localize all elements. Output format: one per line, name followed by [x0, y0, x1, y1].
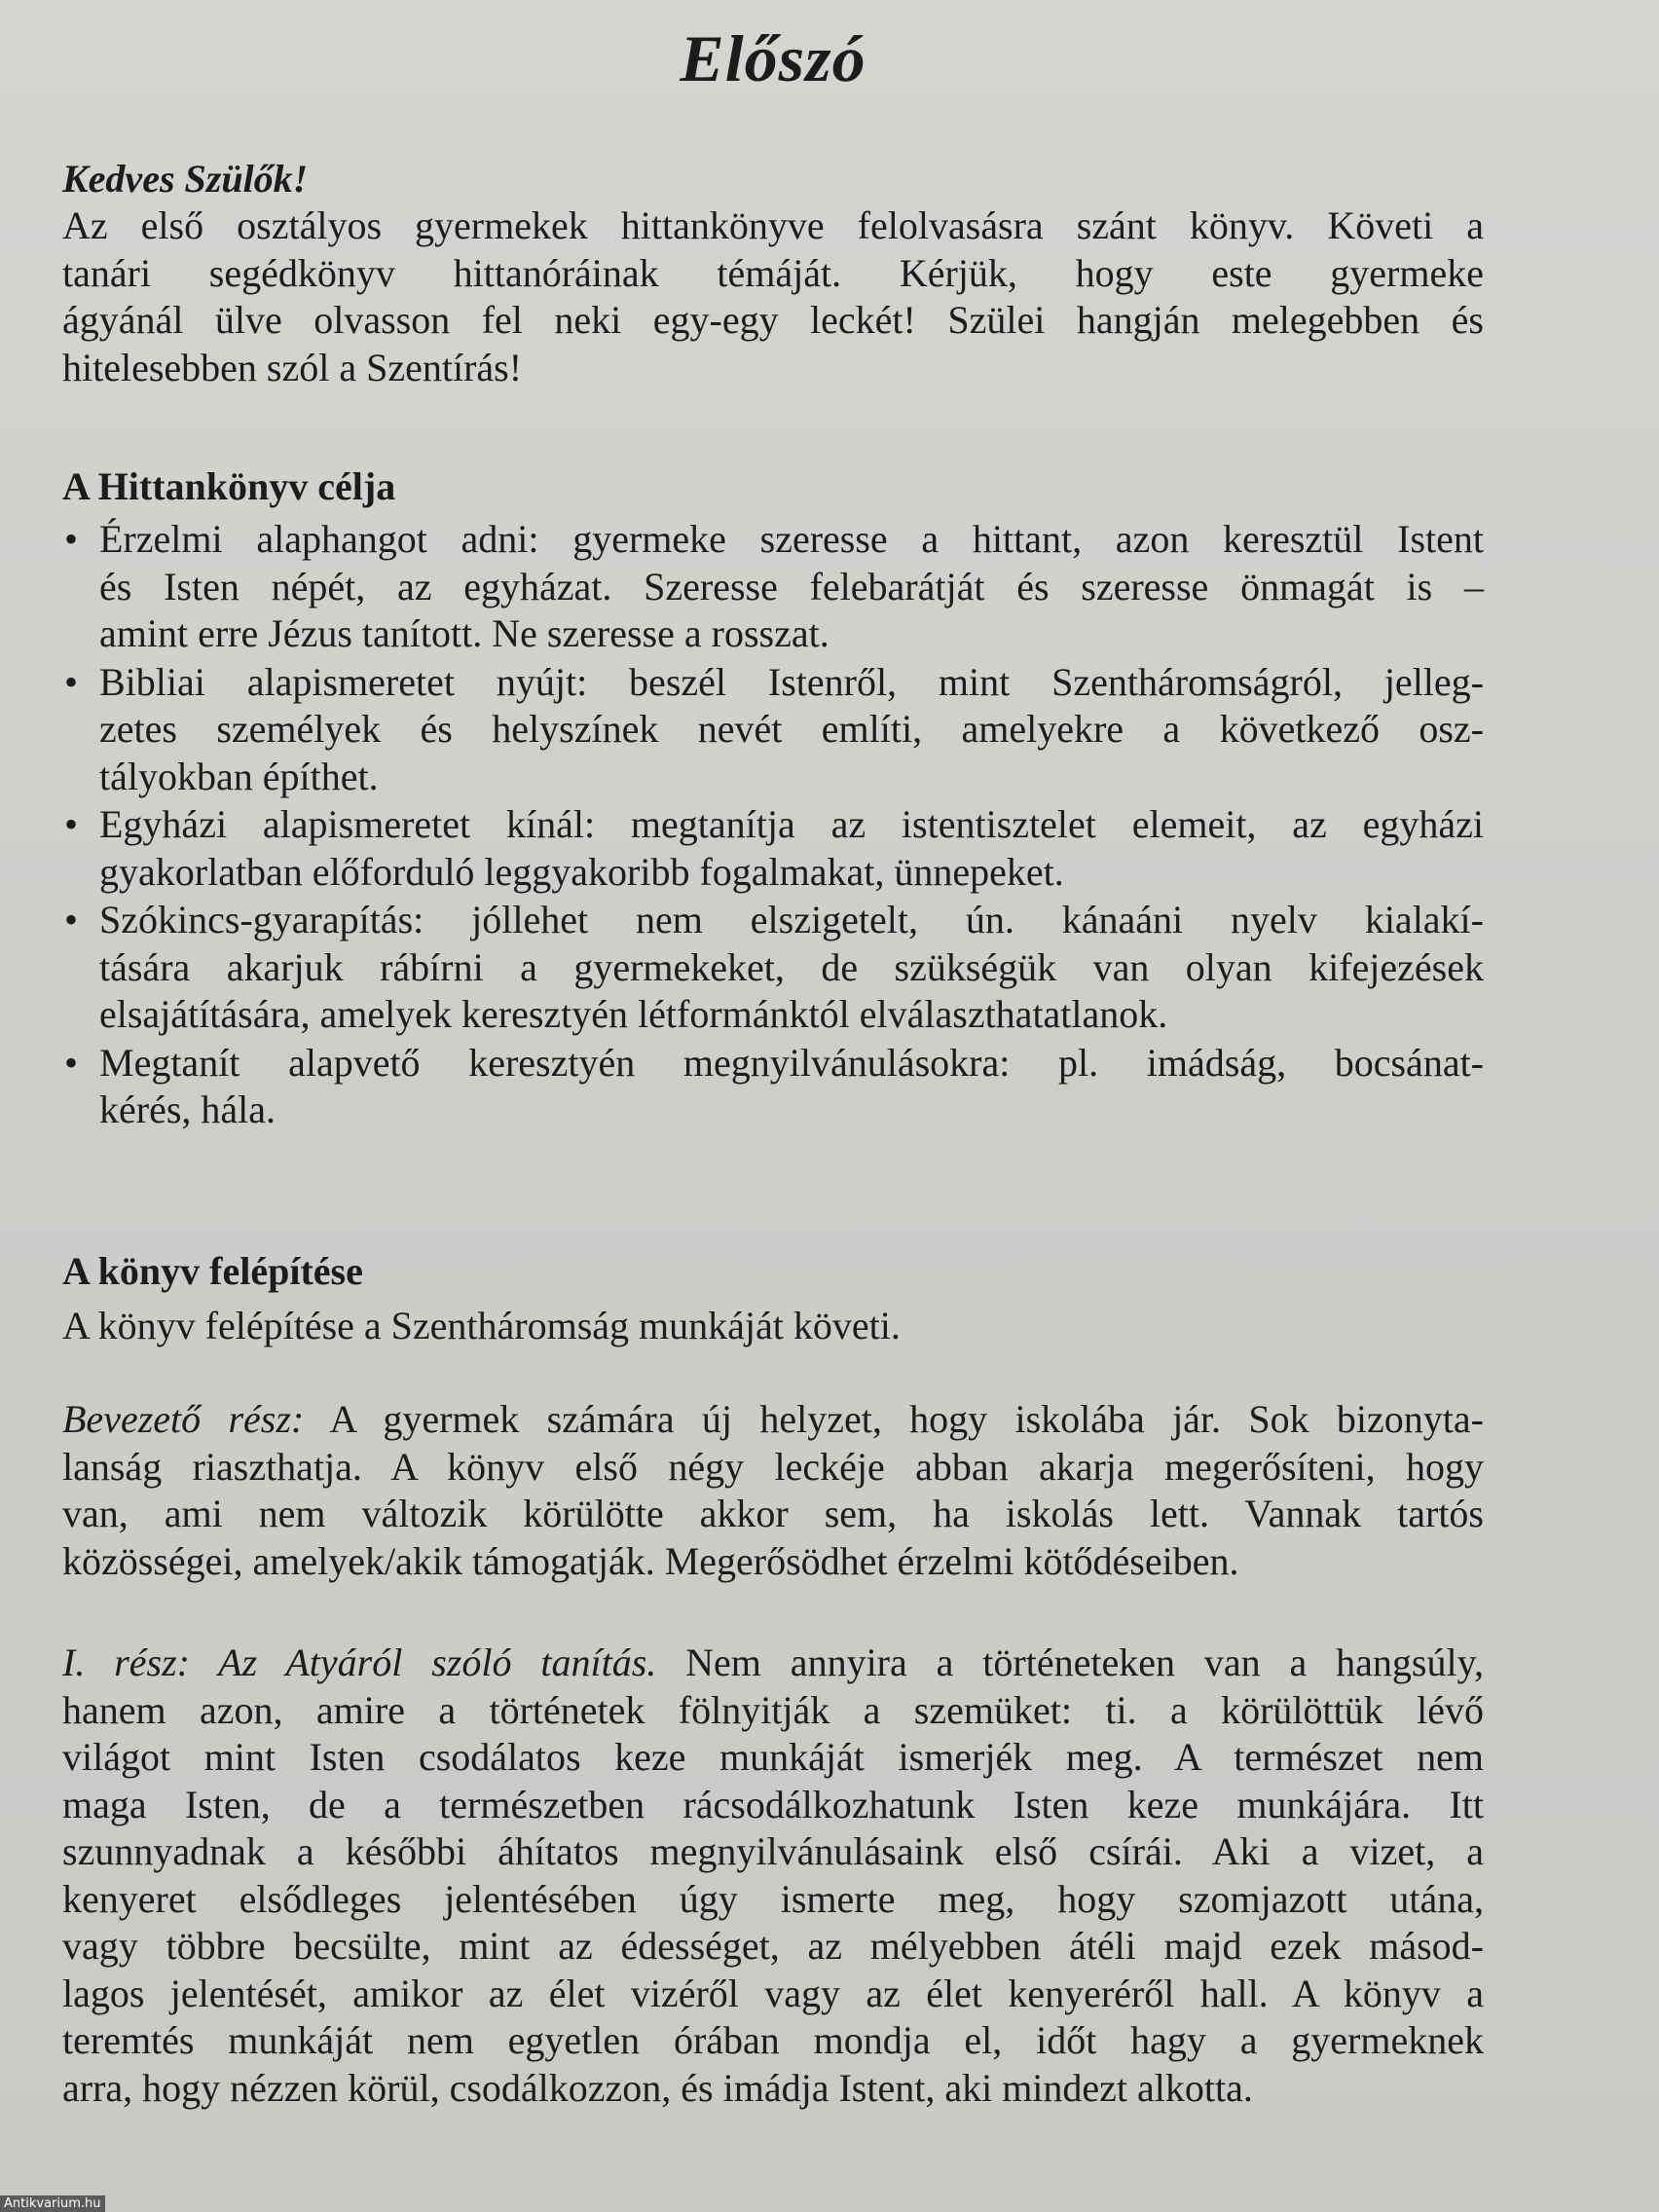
list-item	[62, 897, 1484, 1039]
bullet-icon: •	[64, 802, 79, 846]
part-one-label: I. rész: Az Atyáról szóló tanítás.	[62, 1641, 657, 1684]
text-line: lanság riaszthatja. A könyv első négy leckéje abban akarja megerősíteni, hogy	[62, 1444, 1484, 1489]
greeting-heading: Kedves Szülők!	[62, 157, 309, 201]
text-line: hitelesebben szól a Szentírás!	[62, 345, 523, 389]
text-line: teremtés munkáját nem egyetlen órában mondja el, időt hagy a gyermeknek	[62, 2018, 1484, 2062]
text-line: Bibliai alapismeretet nyújt: beszél Istenről, mint Szentháromságról, jelleg-	[99, 659, 1484, 704]
text-line: tályokban építhet.	[99, 754, 379, 798]
text-line: kérés, hála.	[99, 1088, 276, 1131]
text-line: ágyánál ülve olvasson fel neki egy-egy leckét! Szülei hangján melegebben és	[62, 298, 1484, 342]
text-line: tanári segédkönyv hittanóráinak témáját. Kérjük, hogy este gyermeke	[62, 250, 1484, 295]
goals-heading: A Hittankönyv célja	[62, 464, 396, 508]
text-line: Egyházi alapismeretet kínál: megtanítja az istentisztelet elemeit, az egyházi	[99, 802, 1484, 846]
list-item	[62, 801, 1484, 896]
text-line: hanem azon, amire a történetek fölnyitják a szemüket: ti. a körülöttük lévő	[62, 1687, 1484, 1732]
text-line: elsajátítására, amelyek keresztyén létformánktól elválaszthatatlanok.	[99, 992, 1168, 1036]
text-line	[62, 1396, 1484, 1444]
text-line: közösségei, amelyek/akik támogatják. Megerősödhet érzelmi kötődéseiben.	[62, 1538, 1239, 1583]
text-line: Szókincs-gyarapítás: jóllehet nem elszigetelt, ún. kánaáni nyelv kialakí-	[99, 898, 1484, 941]
watermark-logo: Antikvarium.hu	[0, 2195, 105, 2212]
text-line: tására akarjuk rábírni a gyermekeket, de szükségük van olyan kifejezések	[99, 944, 1484, 989]
intro-part-label: Bevezető rész:	[62, 1397, 305, 1441]
text-line: szunnyadnak a későbbi áhítatos megnyilvánulásaink első csírái. Aki a vizet, a	[62, 1829, 1484, 1873]
page-title: Előszó	[680, 21, 866, 95]
text-line: kenyeret elsődleges jelentésében úgy ismerte meg, hogy szomjazott utána,	[62, 1876, 1484, 1921]
text-line: Érzelmi alaphangot adni: gyermeke szeresse a hittant, azon keresztül Istent	[99, 517, 1484, 561]
text-line: maga Isten, de a természetben rácsodálkozhatunk Isten keze munkájára. Itt	[62, 1782, 1484, 1826]
goals-list	[62, 516, 1484, 1135]
bullet-icon: •	[64, 1040, 79, 1085]
structure-heading: A könyv felépítése	[62, 1249, 363, 1293]
bullet-icon: •	[64, 659, 79, 704]
text-line: lagos jelentését, amikor az élet vizéről vagy az élet kenyeréről hall. A könyv a	[62, 1971, 1484, 2015]
text-line: van, ami nem változik körülötte akkor sem, ha iskolás lett. Vannak tartós	[62, 1492, 1484, 1535]
list-item	[62, 1040, 1484, 1134]
list-item	[62, 659, 1484, 801]
intro-part-paragraph	[62, 1396, 1484, 1585]
text-line: Megtanít alapvető keresztyén megnyilvánulásokra: pl. imádság, bocsánat-	[99, 1040, 1484, 1085]
bullet-icon: •	[64, 517, 79, 561]
text-span: A gyermek számára új helyzet, hogy iskolába jár. Sok bizonyta-	[304, 1397, 1484, 1441]
text-line: Az első osztályos gyermekek hittankönyve felolvasásra szánt könyv. Követi a	[62, 203, 1484, 247]
text-line: arra, hogy nézzen körül, csodálkozzon, és imádja Istent, aki mindezt alkotta.	[62, 2065, 1253, 2110]
text-line: világot mint Isten csodálatos keze munkáját ismerjék meg. A természet nem	[62, 1735, 1484, 1779]
text-line: vagy többre becsülte, mint az édességet, az mélyebben átéli majd ezek másod-	[62, 1924, 1484, 1968]
text-line	[62, 1640, 1484, 1687]
part-one-paragraph	[62, 1640, 1484, 2112]
bullet-icon: •	[64, 898, 79, 941]
list-item	[62, 516, 1484, 658]
text-line: és Isten népét, az egyházat. Szeresse felebarátját és szeresse önmagát is –	[99, 564, 1484, 608]
text-line: gyakorlatban előforduló leggyakoribb fogalmakat, ünnepeket.	[99, 849, 1064, 894]
intro-paragraph	[62, 203, 1484, 391]
text-line: zetes személyek és helyszínek nevét említi, amelyekre a következő osz-	[99, 707, 1484, 751]
text-span: Nem annyira a történeteken van a hangsúly,	[656, 1641, 1485, 1684]
text-line: amint erre Jézus tanított. Ne szeresse a rosszat.	[99, 611, 830, 655]
structure-lead	[62, 1303, 1484, 1350]
text-line: A könyv felépítése a Szentháromság munkáját követi.	[62, 1304, 901, 1347]
